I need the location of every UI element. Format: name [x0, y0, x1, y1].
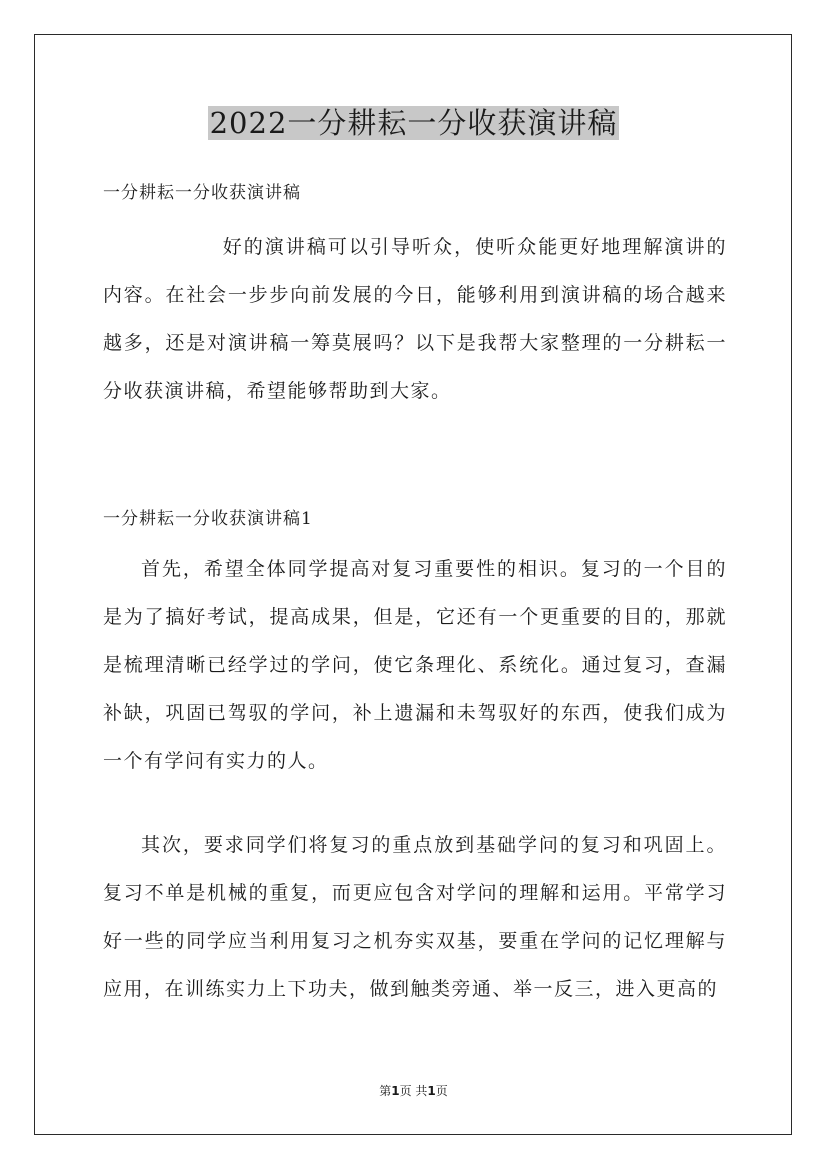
document-subtitle: 一分耕耘一分收获演讲稿 — [103, 183, 301, 203]
intro-paragraph: 好的演讲稿可以引导听众，使听众能更好地理解演讲的内容。在社会一步步向前发展的今日，能够利用到演讲稿的场合越来越多，还是对演讲稿一筹莫展吗？以下是我帮大家整理的一分耕耘一分收获演讲稿，希望能够帮助到大家。 — [103, 236, 727, 402]
body-paragraph-1-block — [103, 545, 727, 785]
body-paragraph-2-block — [103, 821, 727, 1013]
intro-paragraph-block — [103, 223, 727, 415]
footer-suffix: 页 — [435, 1084, 448, 1098]
page-footer — [0, 1083, 827, 1099]
body-paragraph-1: 首先，希望全体同学提高对复习重要性的相识。复习的一个目的是为了搞好考试，提高成果，但是，它还有一个更重要的目的，那就是梳理清晰已经学过的学问，使它条理化、系统化。通过复习，查漏补缺，巩固已驾驭的学问，补上遗漏和未驾驭好的东西，使我们成为一个有学问有实力的人。 — [103, 558, 727, 772]
document-title-text: 2022一分耕耘一分收获演讲稿 — [209, 106, 618, 140]
footer-current-page: 1 — [391, 1084, 400, 1098]
footer-total-pages: 1 — [427, 1084, 436, 1098]
body-paragraph-2: 其次，要求同学们将复习的重点放到基础学问的复习和巩固上。复习不单是机械的重复，而更应包含对学问的理解和运用。平常学习好一些的同学应当利用复习之机夯实双基，要重在学问的记忆理解与应用，在训练实力上下功夫，做到触类旁通、举一反三，进入更高的 — [103, 834, 727, 1000]
document-title — [0, 103, 827, 143]
footer-prefix: 第 — [379, 1084, 392, 1098]
section-heading: 一分耕耘一分收获演讲稿1 — [103, 509, 313, 529]
footer-mid: 页 共 — [399, 1084, 428, 1098]
